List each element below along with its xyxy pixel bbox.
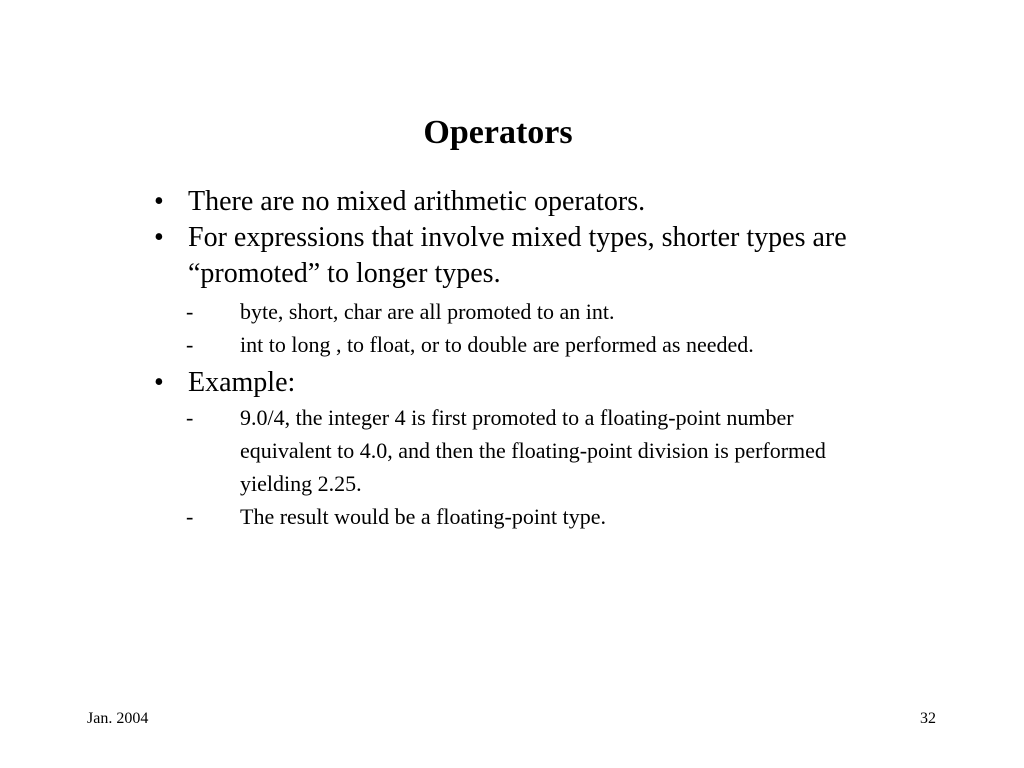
bullet-text: There are no mixed arithmetic operators. (188, 186, 646, 217)
sub-bullet-item (154, 401, 874, 500)
sub-bullet-text: int to long , to float, or to double are performed as needed. (240, 332, 754, 357)
bullet-marker: • (154, 222, 164, 253)
sub-bullet-text: The result would be a floating-point type. (240, 504, 606, 529)
bullet-marker: • (154, 367, 164, 398)
sub-bullet-marker: - (186, 504, 194, 529)
bullet-text: Example: (188, 367, 296, 398)
sub-bullet-marker: - (186, 332, 194, 357)
slide-title: Operators (423, 114, 573, 151)
sub-bullet-text: byte, short, char are all promoted to an int. (240, 299, 615, 324)
sub-bullet-marker: - (186, 405, 194, 430)
bullet-item (154, 184, 874, 220)
bullet-item (154, 365, 874, 401)
sub-bullet-item (154, 328, 874, 361)
footer-date: Jan. 2004 (87, 710, 149, 727)
footer-page-number: 32 (920, 710, 936, 727)
sub-bullet-text: 9.0/4, the integer 4 is first promoted to a floating-point number equivalent to 4.0, and then the floating-point division is performed yielding 2.25. (240, 405, 826, 496)
bullet-text: For expressions that involve mixed types, shorter types are “promoted” to longer types. (188, 222, 847, 289)
bullet-marker: • (154, 186, 164, 217)
sub-bullet-item (154, 500, 874, 533)
sub-bullet-marker: - (186, 299, 194, 324)
bullet-item (154, 220, 874, 292)
bullet-list (154, 184, 874, 533)
sub-bullet-item (154, 295, 874, 328)
